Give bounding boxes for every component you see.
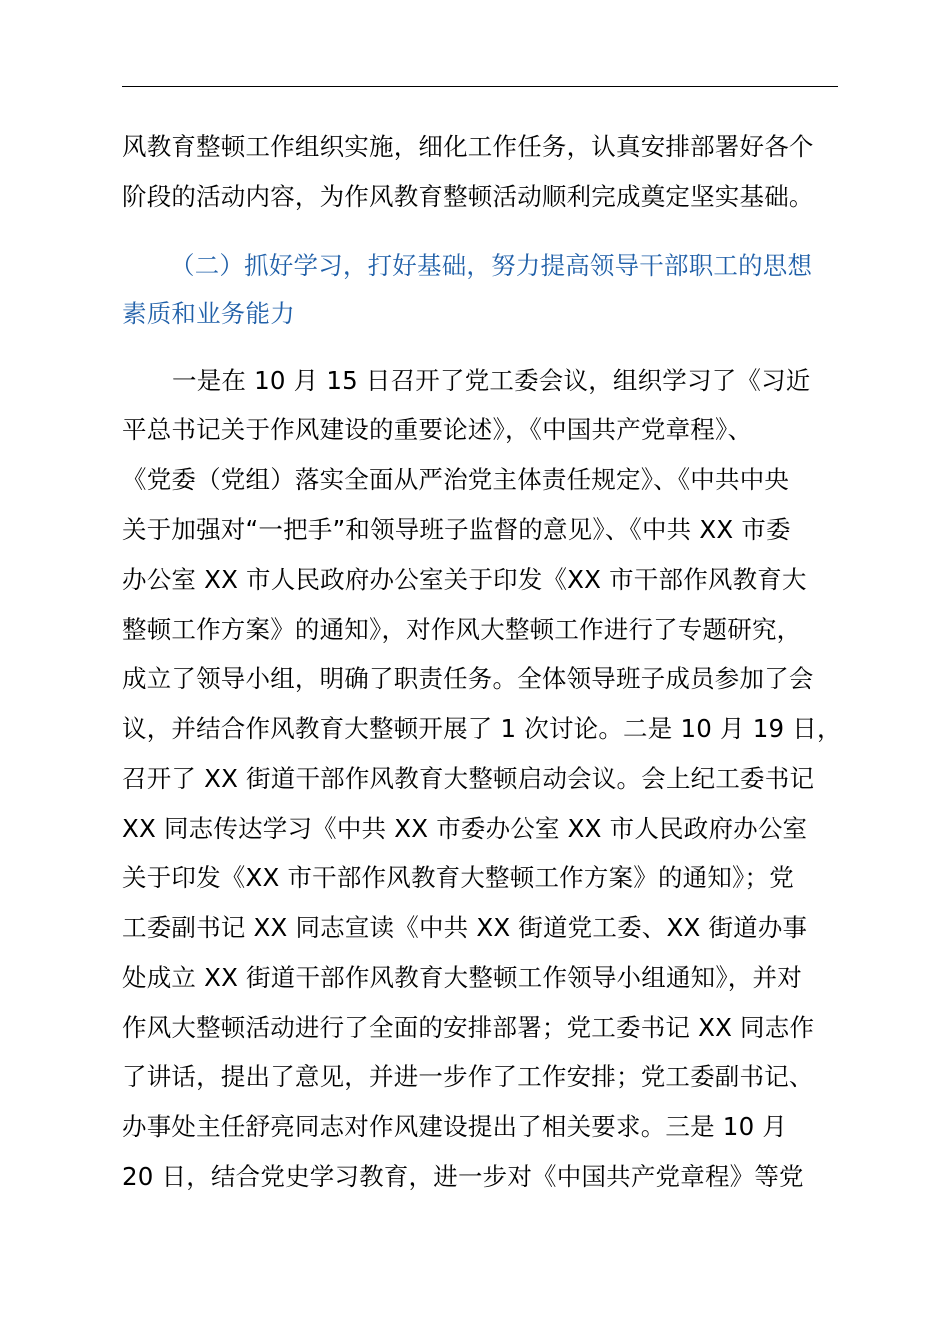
paragraph-line: 了讲话，提出了意见，并进一步作了工作安排；党工委副书记、 (122, 1062, 814, 1091)
paragraph-line: 召开了 XX 街道干部作风教育大整顿启动会议。会上纪工委书记 (122, 764, 815, 793)
paragraph-line: 整顿工作方案》的通知》，对作风大整顿工作进行了专题研究， (122, 615, 802, 644)
paragraph-line: 工委副书记 XX 同志宣读《中共 XX 街道党工委、XX 街道办事 (122, 913, 808, 942)
paragraph-line: 20 日，结合党史学习教育，进一步对《中国共产党章程》等党 (122, 1162, 804, 1191)
paragraph-line: 阶段的活动内容，为作风教育整顿活动顺利完成奠定坚实基础。 (122, 182, 814, 211)
header-rule (122, 86, 838, 87)
paragraph-line: 作风大整顿活动进行了全面的安排部署；党工委书记 XX 同志作 (122, 1013, 815, 1042)
paragraph-line: 《党委（党组）落实全面从严治党主体责任规定》、《中共中央 (122, 465, 790, 494)
paragraph-line: 平总书记关于作风建设的重要论述》，《中国共产党章程》、 (122, 415, 753, 444)
paragraph-line: XX 同志传达学习《中共 XX 市委办公室 XX 市人民政府办公室 (122, 814, 808, 843)
section-heading: （二）抓好学习，打好基础，努力提高领导干部职工的思想 (170, 251, 813, 280)
paragraph-line: 关于加强对“一把手”和领导班子监督的意见》、《中共 XX 市委 (122, 515, 791, 544)
paragraph-line: 风教育整顿工作组织实施，细化工作任务，认真安排部署好各个 (122, 132, 814, 161)
paragraph-line: 办公室 XX 市人民政府办公室关于印发《XX 市干部作风教育大 (122, 565, 807, 594)
paragraph-line: 关于印发《XX 市干部作风教育大整顿工作方案》的通知》；党 (122, 863, 794, 892)
paragraph-line: 议，并结合作风教育大整顿开展了 1 次讨论。二是 10 月 19 日， (122, 714, 842, 743)
paragraph-line: 一是在 10 月 15 日召开了党工委会议，组织学习了《习近 (172, 366, 811, 395)
paragraph-line: 办事处主任舒亮同志对作风建设提出了相关要求。三是 10 月 (122, 1112, 788, 1141)
paragraph-line: 处成立 XX 街道干部作风教育大整顿工作领导小组通知》，并对 (122, 963, 802, 992)
paragraph-line: 成立了领导小组，明确了职责任务。全体领导班子成员参加了会 (122, 664, 814, 693)
section-heading: 素质和业务能力 (122, 299, 295, 328)
